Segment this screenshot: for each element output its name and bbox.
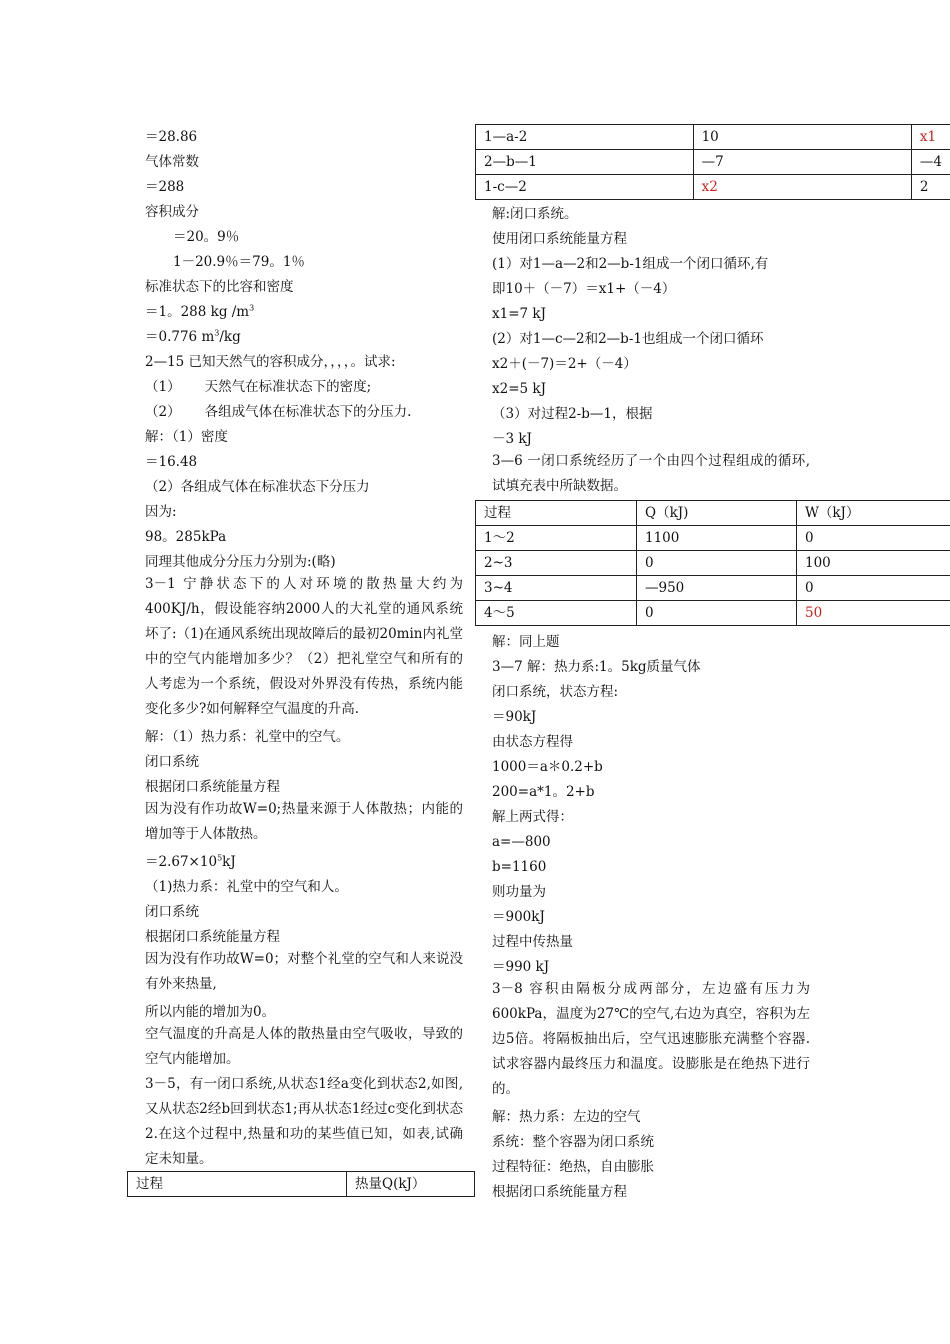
text-line: 闭口系统 bbox=[145, 904, 199, 920]
table-cell: 100 bbox=[797, 551, 950, 576]
table-cell: 0 bbox=[797, 526, 950, 551]
table-cell: 10 bbox=[693, 125, 911, 150]
superscript: 3 bbox=[249, 303, 255, 313]
text-line: ＝990 kJ bbox=[492, 959, 550, 975]
text-line: （1)热力系：礼堂中的空气和人。 bbox=[145, 879, 348, 895]
table-row bbox=[128, 1172, 475, 1197]
text-line: 200=a*1。2+b bbox=[492, 784, 595, 800]
table-3-5 bbox=[475, 124, 950, 200]
table-cell: 1-c—2 bbox=[476, 175, 694, 200]
text-para: 空气温度的升高是人体的散热量由空气吸收，导致的空气内能增加。 bbox=[145, 1026, 463, 1067]
text-line: 根据闭口系统能量方程 bbox=[145, 929, 280, 945]
table-row bbox=[476, 150, 950, 175]
text-line: 因为: bbox=[145, 504, 177, 520]
problem-3-6: 3—6 一闭口系统经历了一个由四个过程组成的循环,试填充表中所缺数据。 bbox=[492, 453, 810, 494]
text-line: 解:闭口系统。 bbox=[492, 206, 578, 222]
text-line: 使用闭口系统能量方程 bbox=[492, 231, 627, 247]
text-line: ＝90kJ bbox=[492, 709, 537, 725]
unit: kJ bbox=[222, 854, 236, 870]
table-cell: —7 bbox=[693, 150, 911, 175]
text-line: (1）对1—a—2和2—b-1组成一个闭口循环,有 bbox=[492, 256, 769, 272]
table-row bbox=[476, 526, 950, 551]
text-line: 气体常数 bbox=[145, 154, 199, 170]
item-text: 天然气在标准状态下的密度; bbox=[204, 379, 372, 395]
text-line bbox=[145, 852, 236, 872]
text-line: 所以内能的增加为0。 bbox=[145, 1004, 276, 1020]
text-line: 闭口系统 bbox=[145, 754, 199, 770]
text-line: 解：（1）密度 bbox=[145, 429, 228, 445]
text-line: ＝28.86 bbox=[145, 129, 198, 145]
table-cell-unknown: x2 bbox=[693, 175, 911, 200]
text-line: （3）对过程2-b—1，根据 bbox=[492, 406, 653, 422]
table-3-5-header bbox=[127, 1171, 475, 1197]
table-row bbox=[476, 551, 950, 576]
table-cell: 0 bbox=[637, 551, 797, 576]
superscript: 5 bbox=[217, 853, 223, 863]
table-cell: —4 bbox=[911, 150, 950, 175]
text-line: x2＋(－7)＝2+（－4） bbox=[492, 356, 637, 372]
unit: /kg bbox=[219, 329, 241, 345]
text-line: 98。285kPa bbox=[145, 529, 227, 545]
table-cell-unknown: x1 bbox=[911, 125, 950, 150]
text-line: 3—7 解：热力系:1。5kg质量气体 bbox=[492, 659, 701, 675]
table-header-cell: 热量Q(kJ） bbox=[347, 1172, 475, 1197]
text-line: ＝900kJ bbox=[492, 909, 545, 925]
text-line: 过程特征：绝热，自由膨胀 bbox=[492, 1159, 654, 1175]
table-cell: 1～2 bbox=[476, 526, 637, 551]
text-line: 由状态方程得 bbox=[492, 734, 573, 750]
table-cell: 4～5 bbox=[476, 601, 637, 626]
problem-3-5: 3－5，有一闭口系统,从状态1经a变化到状态2,如图,又从状态2经b回到状态1;再从状态1经过c变化到状态2.在这个过程中,热量和功的某些值已知，如表,试确定未知量。 bbox=[145, 1076, 463, 1167]
text-line: b=1160 bbox=[492, 859, 547, 875]
table-cell: 2 bbox=[911, 175, 950, 200]
problem-3-8: 3－8 容积由隔板分成两部分，左边盛有压力为600kPa，温度为27℃的空气,右边为真空，容积为左边5倍。将隔板抽出后，空气迅速膨胀充满整个容器.试求容器内最终压力和温度。设膨胀是在绝热下进行的。 bbox=[492, 981, 810, 1097]
text-line: (2）对1—c—2和2—b-1也组成一个闭口循环 bbox=[492, 331, 764, 347]
table-cell: 0 bbox=[797, 576, 950, 601]
item-text: 各组成气体在标准状态下的分压力. bbox=[204, 404, 412, 420]
table-header-cell: 过程 bbox=[476, 501, 637, 526]
text-line bbox=[145, 302, 254, 322]
table-header-cell: 过程 bbox=[128, 1172, 347, 1197]
table-cell: 2~3 bbox=[476, 551, 637, 576]
energy-value: ＝2.67×10 bbox=[145, 854, 218, 870]
text-line: ＝20。9％ bbox=[173, 229, 240, 245]
text-line: ＝288 bbox=[145, 179, 185, 195]
text-line: －3 kJ bbox=[492, 431, 532, 447]
text-line: 容积成分 bbox=[145, 204, 199, 220]
table-cell: 1—a-2 bbox=[476, 125, 694, 150]
text-line: 1－20.9％＝79。1％ bbox=[173, 254, 305, 270]
text-para: 因为没有作功故W=0；对整个礼堂的空气和人来说没有外来热量, bbox=[145, 951, 463, 992]
text-para: 因为没有作功故W=0;热量来源于人体散热；内能的增加等于人体散热。 bbox=[145, 801, 463, 842]
text-line bbox=[145, 327, 241, 347]
text-line: 解：（1）热力系：礼堂中的空气。 bbox=[145, 729, 350, 745]
volume-value: ＝0.776 m bbox=[145, 329, 215, 345]
table-row bbox=[476, 501, 950, 526]
table-row bbox=[476, 175, 950, 200]
problem-3-1: 3－1 宁静状态下的人对环境的散热量大约为400KJ/h，假设能容纳2000人的大礼堂的通风系统坏了:（1)在通风系统出现故障后的最初20min内礼堂中的空气内能增加多少？（2）把礼堂空气和所有的人考虑为一个系统，假设对外界没有传热，系统内能变化多少?如何解释空气温度的升高. bbox=[145, 576, 463, 717]
table-cell: 3~4 bbox=[476, 576, 637, 601]
text-line: 过程中传热量 bbox=[492, 934, 573, 950]
text-line: （2）各组成气体在标准状态下分压力 bbox=[145, 479, 370, 495]
text-line: x2=5 kJ bbox=[492, 381, 546, 397]
item-number: （2） bbox=[145, 404, 181, 420]
text-line: 同理其他成分分压力分别为:(略) bbox=[145, 554, 336, 570]
table-cell: —950 bbox=[637, 576, 797, 601]
table-row bbox=[476, 576, 950, 601]
table-row bbox=[476, 125, 950, 150]
text-line: 则功量为 bbox=[492, 884, 546, 900]
item-number: （1） bbox=[145, 379, 181, 395]
text-line: a=—800 bbox=[492, 834, 551, 850]
text-line: 2—15 已知天然气的容积成分，，，，。试求: bbox=[145, 354, 396, 370]
table-header-cell: Q（kJ) bbox=[637, 501, 797, 526]
text-line bbox=[145, 377, 371, 397]
table-cell: 2—b—1 bbox=[476, 150, 694, 175]
text-line: x1=7 kJ bbox=[492, 306, 546, 322]
text-line: 解：热力系：左边的空气 bbox=[492, 1109, 641, 1125]
text-line bbox=[145, 402, 411, 422]
text-line: 闭口系统，状态方程: bbox=[492, 684, 619, 700]
table-3-6 bbox=[475, 500, 950, 626]
density-value: ＝1。288 kg /m bbox=[145, 304, 250, 320]
text-line: 根据闭口系统能量方程 bbox=[145, 779, 280, 795]
table-row bbox=[476, 601, 950, 626]
table-cell-answer: 50 bbox=[797, 601, 950, 626]
text-line: 根据闭口系统能量方程 bbox=[492, 1184, 627, 1200]
superscript: 3 bbox=[214, 328, 220, 338]
text-line: 即10＋（－7）＝x1+（－4） bbox=[492, 281, 676, 297]
text-line: ＝16.48 bbox=[145, 454, 198, 470]
table-header-cell: W（kJ） bbox=[797, 501, 950, 526]
text-line: 标准状态下的比容和密度 bbox=[145, 279, 294, 295]
text-line: 系统：整个容器为闭口系统 bbox=[492, 1134, 654, 1150]
table-cell: 0 bbox=[637, 601, 797, 626]
text-line: 解：同上题 bbox=[492, 634, 560, 650]
text-line: 1000＝a＊0.2+b bbox=[492, 759, 603, 775]
table-cell: 1100 bbox=[637, 526, 797, 551]
text-line: 解上两式得： bbox=[492, 809, 573, 825]
